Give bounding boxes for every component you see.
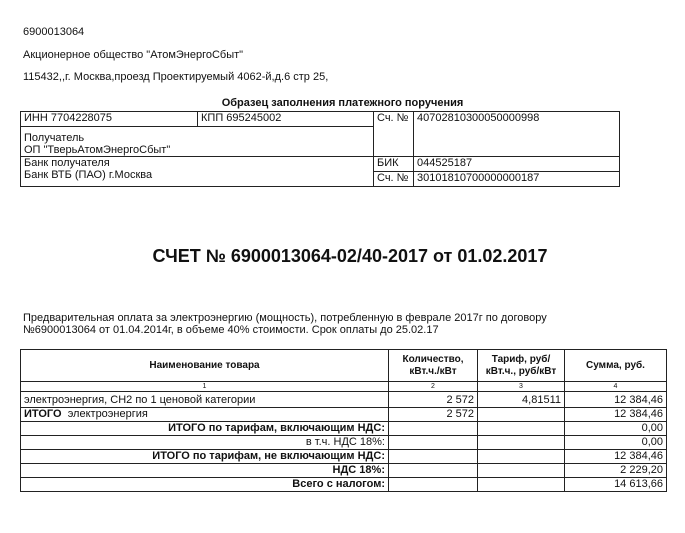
total-row (21, 408, 667, 422)
inn-cell: ИНН 7704228075 (21, 112, 198, 127)
corr-account-label: Сч. № (374, 172, 414, 187)
payment-form-table (20, 111, 620, 187)
summary-value: 0,00 (565, 422, 667, 436)
item-tariff: 4,81511 (478, 392, 565, 408)
invoice-description-line1: Предварительная оплата за электроэнергию (мощность), потребленную в феврале 2017г по договору (23, 312, 547, 324)
col-header-qty: Количество, кВт.ч./кВт (389, 350, 478, 382)
empty-cell (478, 408, 565, 422)
col-header-sum: Сумма, руб. (565, 350, 667, 382)
bik-label: БИК (374, 157, 414, 172)
col-number: 2 (389, 382, 478, 392)
item-sum: 12 384,46 (565, 392, 667, 408)
empty-cell (389, 478, 478, 492)
summary-label: ИТОГО по тарифам, не включающим НДС: (21, 450, 389, 464)
bank-label: Банк получателя (24, 157, 110, 169)
summary-value: 12 384,46 (565, 450, 667, 464)
recipient-label: Получатель (24, 132, 85, 144)
account-number: 6900013064 (23, 26, 85, 38)
col-number: 1 (21, 382, 389, 392)
company-address: 115432,,г. Москва,проезд Проектируемый 4062-й,д.6 стр 25, (23, 71, 329, 83)
recipient-name: ОП "ТверьАтомЭнергоСбыт" (24, 144, 171, 156)
company-name: Акционерное общество "АтомЭнергоСбыт" (23, 49, 244, 61)
col-number: 3 (478, 382, 565, 392)
summary-value: 2 229,20 (565, 464, 667, 478)
total-name: электроэнергия (67, 408, 148, 420)
summary-row (21, 478, 667, 492)
empty-cell (478, 478, 565, 492)
summary-row (21, 450, 667, 464)
recipient-cell (21, 127, 374, 157)
items-table (20, 349, 667, 492)
col-number: 4 (565, 382, 667, 392)
col-header-name: Наименование товара (21, 350, 389, 382)
bank-cell (21, 157, 374, 187)
empty-cell (478, 422, 565, 436)
summary-label: в т.ч. НДС 18%: (21, 436, 389, 450)
empty-cell (478, 436, 565, 450)
summary-label: ИТОГО по тарифам, включающим НДС: (21, 422, 389, 436)
invoice-description-line2: №6900013064 от 01.04.2014г, в объеме 40% стоимости. Срок оплаты до 25.02.17 (23, 324, 439, 336)
bik-value: 044525187 (414, 157, 620, 172)
empty-cell (389, 450, 478, 464)
empty-cell (389, 436, 478, 450)
summary-row (21, 464, 667, 478)
empty-cell (389, 422, 478, 436)
empty-cell (389, 464, 478, 478)
empty-cell (478, 450, 565, 464)
account-label: Сч. № (374, 112, 414, 157)
total-cell (21, 408, 389, 422)
account-value: 40702810300050000998 (414, 112, 620, 157)
corr-account-value: 30101810700000000187 (414, 172, 620, 187)
bank-name: Банк ВТБ (ПАО) г.Москва (24, 169, 153, 181)
table-row (21, 392, 667, 408)
total-qty: 2 572 (389, 408, 478, 422)
summary-label: НДС 18%: (21, 464, 389, 478)
total-sum: 12 384,46 (565, 408, 667, 422)
item-qty: 2 572 (389, 392, 478, 408)
summary-label: Всего с налогом: (21, 478, 389, 492)
summary-row (21, 436, 667, 450)
item-name: электроэнергия, СН2 по 1 ценовой категории (21, 392, 389, 408)
total-label: ИТОГО (24, 408, 62, 420)
payment-form-title: Образец заполнения платежного поручения (221, 97, 464, 109)
summary-value: 14 613,66 (565, 478, 667, 492)
kpp-cell: КПП 695245002 (198, 112, 374, 127)
invoice-title: СЧЕТ № 6900013064-02/40-2017 от 01.02.2017 (152, 246, 548, 266)
empty-cell (478, 464, 565, 478)
col-header-tariff: Тариф, руб/ кВт.ч., руб/кВт (478, 350, 565, 382)
summary-value: 0,00 (565, 436, 667, 450)
summary-row (21, 422, 667, 436)
